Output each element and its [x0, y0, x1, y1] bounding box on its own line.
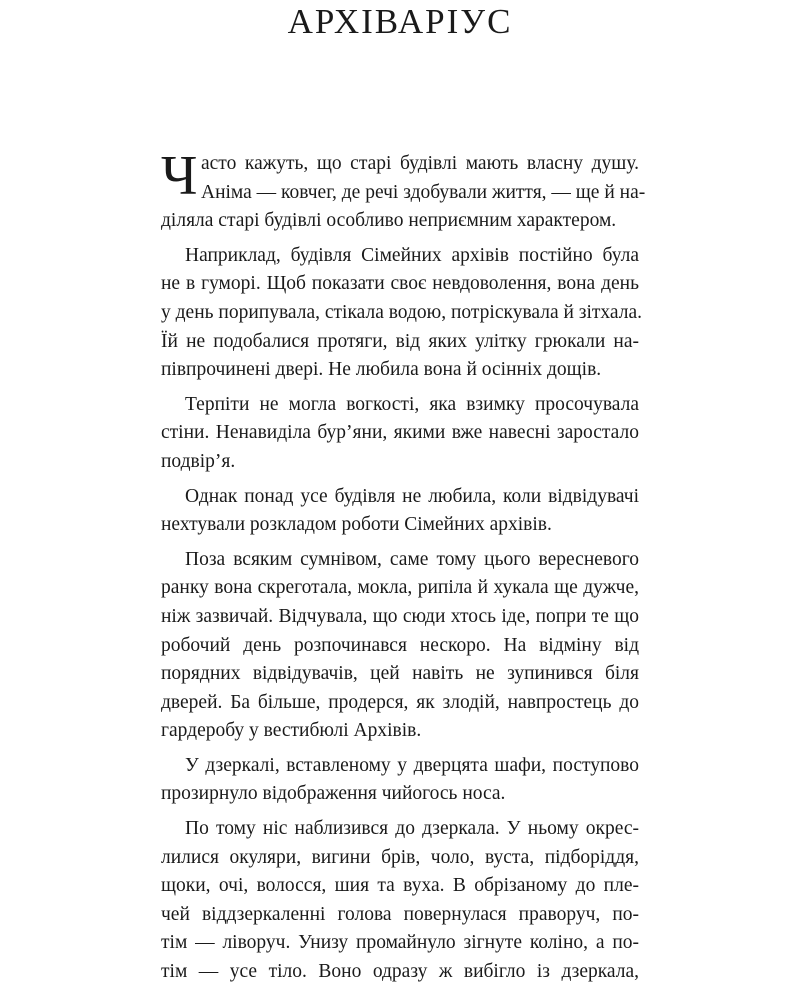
- chapter-title: АРХІВАРІУС: [287, 2, 513, 41]
- paragraph: [161, 145, 646, 236]
- text-line: Поза всяким сумнівом, саме тому цього вересневого: [185, 548, 639, 570]
- text-line: ніж зазвичай. Відчувала, що сюди хтось іде, попри те що: [161, 605, 639, 627]
- paragraph: [161, 242, 643, 385]
- text-line: прозирнуло відображення чийогось носа.: [161, 783, 506, 805]
- text-line: нехтували розкладом роботи Сімейних архівів.: [161, 514, 552, 536]
- text-line: ранку вона скреготала, мокла, рипіла й хукала ще дужче,: [161, 577, 639, 599]
- text-line: гардеробу у вестибюлі Архівів.: [161, 720, 422, 742]
- text-line: Терпіти не могла вогкості, яка взимку просочувала: [185, 393, 639, 415]
- paragraph: [161, 546, 639, 746]
- paragraphs: [161, 145, 646, 987]
- text-line: асто кажуть, що старі будівлі мають власну душу.: [201, 153, 639, 174]
- text-line: тім — ліворуч. Унизу промайнуло зігнуте коліно, а по-: [161, 932, 639, 954]
- text-line: Однак понад усе будівля не любила, коли відвідувачі: [185, 485, 639, 507]
- text-line: тім — усе тіло. Воно одразу ж вибігло із дзеркала,: [161, 961, 639, 983]
- text-line: лилися окуляри, вигини брів, чоло, вуста, підборіддя,: [161, 846, 639, 868]
- text-line: Наприклад, будівля Сімейних архівів постійно була: [185, 244, 639, 266]
- text-line: У дзеркалі, вставленому у дверцята шафи, поступово: [185, 754, 639, 776]
- paragraph: [161, 391, 639, 477]
- body-text: [161, 145, 646, 987]
- drop-cap: Ч: [161, 145, 198, 207]
- text-line: у день порипувала, стікала водою, потріскувала й зітхала.: [161, 301, 643, 323]
- text-line: не в гуморі. Щоб показати своє невдоволення, вона день: [161, 273, 639, 295]
- text-line: діляла старі будівлі особливо неприємним характером.: [161, 210, 617, 232]
- text-line: порядних відвідувачів, цей навіть не зупинився біля: [161, 663, 639, 685]
- text-line: півпрочинені двері. Не любила вона й осінніх дощів.: [161, 359, 602, 381]
- text-line: подвір’я.: [161, 450, 236, 472]
- paragraph: [161, 483, 639, 540]
- text-line: По тому ніс наблизився до дзеркала. У ньому окрес-: [185, 818, 639, 840]
- text-line: робочий день розпочинався нескоро. На відміну від: [161, 634, 639, 656]
- text-line: чей віддзеркаленні голова повернулася праворуч, по-: [161, 903, 639, 925]
- paragraph: [161, 815, 639, 987]
- text-line: дверей. Ба більше, продерся, як злодій, навпростець до: [161, 691, 639, 713]
- text-line: стіни. Ненавиділа бур’яни, якими вже навесні заростало: [161, 422, 639, 444]
- text-line: Аніма — ковчег, де речі здобували життя, — ще й на-: [201, 181, 646, 203]
- paragraph: [161, 752, 639, 809]
- text-line: щоки, очі, волосся, шия та вуха. В обрізаному до пле-: [161, 875, 639, 897]
- text-line: Їй не подобалися протяги, від яких улітку грюкали на-: [161, 330, 639, 352]
